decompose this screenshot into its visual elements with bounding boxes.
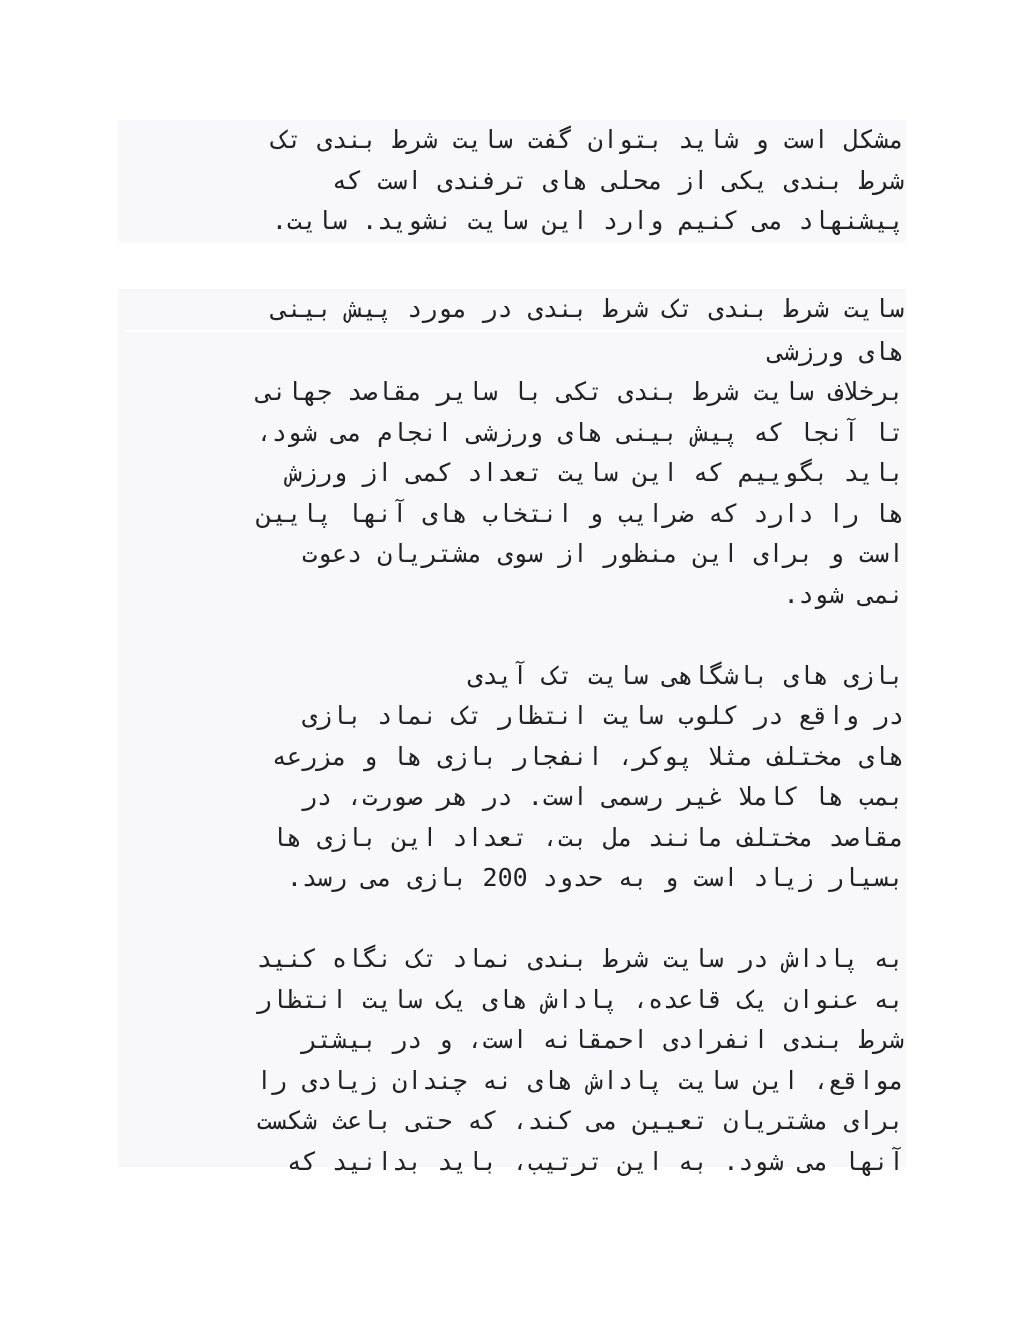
section-heading-sports-line-2: های ورزشی [768,336,904,366]
content-block-main [118,289,906,1176]
text-line: تا آنجا که پیش بینی های ورزشی انجام می شود، [256,417,904,447]
text-line: مواقع، این سایت پاداش های نه چندان زیادی را [256,1065,904,1095]
section-heading-sports-line-1: سایت شرط بندی تک شرط بندی در مورد پیش بینی [126,289,904,332]
text-line: بسیار زیاد است و به حدود 200 بازی می رسد. [286,863,904,892]
text-line: ها را دارد که ضرایب و انتخاب های آنها پایین [256,498,904,528]
text-line: های مختلف مثلا پوکر، انفجار بازی ها و مزرعه [271,741,904,771]
paragraph-gap [126,615,904,656]
section-heading-club-games: بازی های باشگاهی سایت تک آیدی [467,660,904,690]
text-line: برخلاف سایت شرط بندی تکی با سایر مقاصد جهانی [256,377,904,406]
text-line: مشکل است و شاید بتوان گفت سایت شرط بندی تک [271,125,904,154]
text-line: به عنوان یک قاعده، پاداش های یک سایت انتظار [256,984,904,1014]
paragraph-gap [126,899,904,940]
text-line: شرط بندی انفرادی احمقانه است، و در بیشتر [301,1025,904,1054]
section-heading-bonus: به پاداش در سایت شرط بندی نماد تک نگاه کنید [256,944,904,973]
text-line: مقاصد مختلف مانند مل بت، تعداد این بازی ها [271,822,904,852]
text-line: شرط بندی یکی از محلی های ترفندی است که [332,165,904,195]
paragraph-block-intro [118,120,906,242]
text-line: نمی شود. [783,579,904,609]
text-line: آنها می شود. به این ترتیب، باید بدانید که [286,1146,904,1176]
text-line: باید بگوییم که این سایت تعداد کمی از ورزش [286,458,904,487]
text-line: برای مشتریان تعیین می کند، که حتی باعث شکست [256,1106,904,1135]
text-line: در واقع در کلوب سایت انتظار تک نماد بازی [301,701,904,730]
text-line: بمب ها کاملا غیر رسمی است. در هر صورت، در [301,782,904,811]
text-line: است و برای این منظور از سوی مشتریان دعوت [301,539,904,568]
text-line: پیشنهاد می کنیم وارد این سایت نشوید. سایت. [271,206,904,235]
